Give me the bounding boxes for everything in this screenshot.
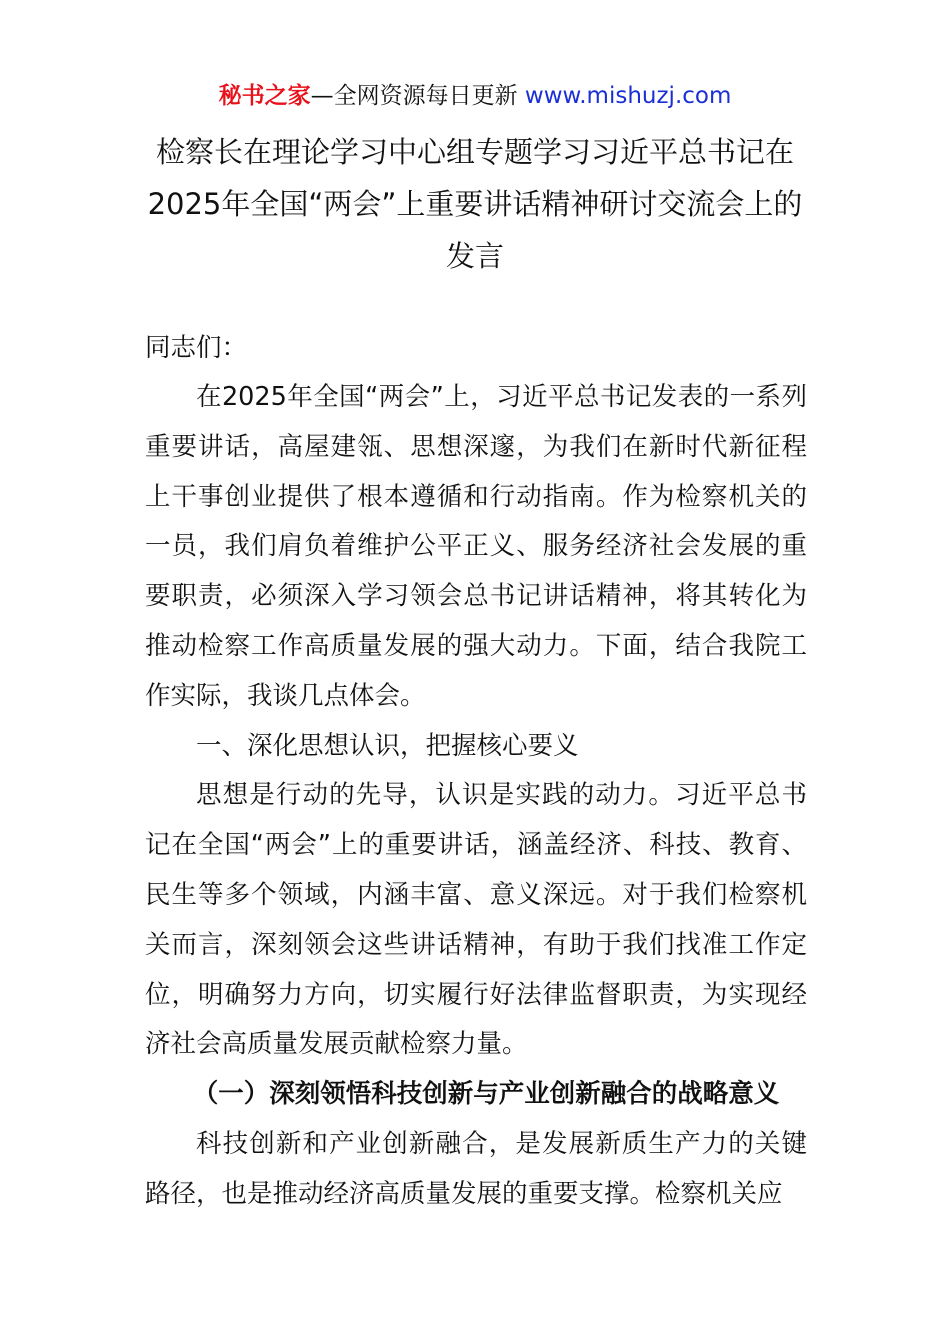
document-body <box>145 373 807 1220</box>
brand-name: 秘书之家 <box>218 83 311 109</box>
subsection-heading-1: （一）深刻领悟科技创新与产业创新融合的战略意义 <box>192 1079 780 1110</box>
paragraph-subsection-1: 科技创新和产业创新融合，是发展新质生产力的关键路径，也是推动经济高质量发展的重要支撑。检察机关应 <box>145 1128 807 1209</box>
site-header <box>0 78 950 114</box>
paragraph-intro: 在2025年全国“两会”上，习近平总书记发表的一系列重要讲话，高屋建瓴、思想深邃，为我们在新时代新征程上干事创业提供了根本遵循和行动指南。作为检察机关的一员，我们肩负着维护公平正义、服务经济社会发展的重要职责，必须深入学习领会总书记讲话精神，将其转化为推动检察工作高质量发展的强大动力。下面，结合我院工作实际，我谈几点体会。 <box>145 382 807 711</box>
salutation: 同志们： <box>145 333 248 363</box>
site-url[interactable]: www.mishuzj.com <box>524 83 732 109</box>
section-heading-1: 一、深化思想认识，把握核心要义 <box>196 730 579 761</box>
paragraph-section-1: 思想是行动的先导，认识是实践的动力。习近平总书记在全国“两会”上的重要讲话，涵盖经济、科技、教育、民生等多个领域，内涵丰富、意义深远。对于我们检察机关而言，深刻领会这些讲话精神，有助于我们找准工作定位，明确努力方向，切实履行好法律监督职责，为实现经济社会高质量发展贡献检察力量。 <box>145 780 807 1060</box>
document-title: 检察长在理论学习中心组专题学习习近平总书记在2025年全国“两会”上重要讲话精神研讨交流会上的发言 <box>147 135 803 273</box>
header-tagline: —全网资源每日更新 <box>310 83 525 109</box>
